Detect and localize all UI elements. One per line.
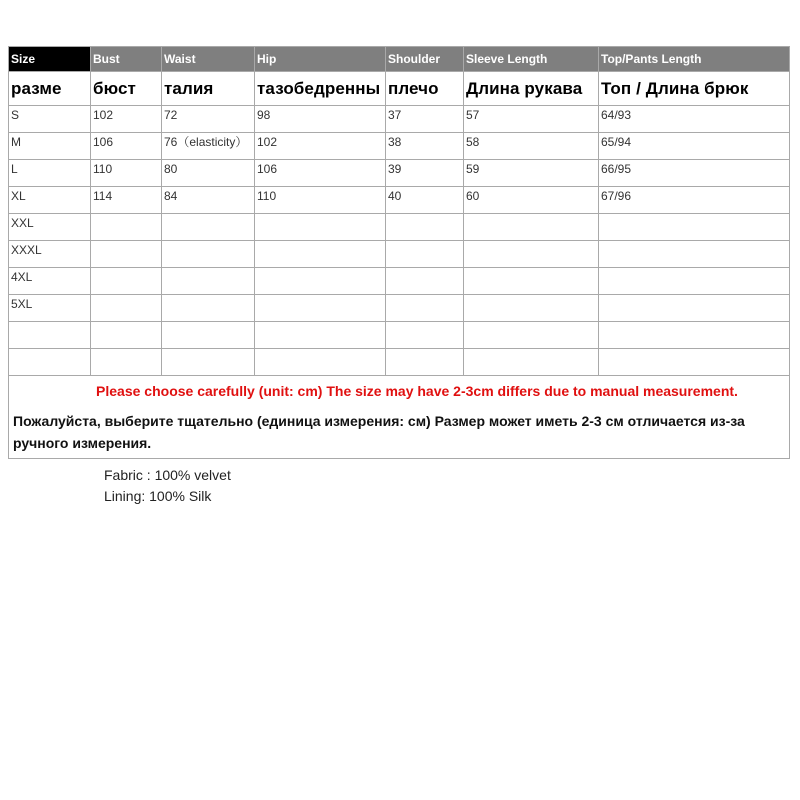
table-row (9, 160, 789, 187)
table-cell (255, 241, 386, 268)
table-cell: S (9, 106, 91, 133)
table-row (9, 322, 789, 349)
fabric-info (104, 465, 231, 507)
table-cell (386, 349, 464, 376)
table-cell (599, 268, 789, 295)
table-cell: 106 (91, 133, 162, 160)
ru-header-cell: разме (9, 72, 91, 106)
table-cell: 39 (386, 160, 464, 187)
header-cell-shoulder: Shoulder (386, 47, 464, 72)
table-cell (386, 295, 464, 322)
table-cell (9, 322, 91, 349)
header-cell-top-pants-length: Top/Pants Length (599, 47, 789, 72)
header-cell-hip: Hip (255, 47, 386, 72)
lining-line: Lining: 100% Silk (104, 488, 212, 504)
table-cell: XL (9, 187, 91, 214)
table-cell: 37 (386, 106, 464, 133)
table-row (9, 187, 789, 214)
table-cell (91, 322, 162, 349)
table-row (9, 268, 789, 295)
table-cell (386, 268, 464, 295)
table-cell: 102 (91, 106, 162, 133)
table-cell (464, 268, 599, 295)
measurement-note-ru: Пожалуйста, выберите тщательно (единица измерения: см) Размер может иметь 2-3 см отличается из-за ручного измерения. (13, 413, 745, 451)
table-cell: 65/94 (599, 133, 789, 160)
table-cell: 59 (464, 160, 599, 187)
table-row (9, 133, 789, 160)
ru-header-cell: бюст (91, 72, 162, 106)
table-cell (162, 241, 255, 268)
table-cell (386, 214, 464, 241)
table-cell: 102 (255, 133, 386, 160)
header-cell-waist: Waist (162, 47, 255, 72)
table-cell: L (9, 160, 91, 187)
table-cell (386, 322, 464, 349)
table-cell: 66/95 (599, 160, 789, 187)
table-cell: 98 (255, 106, 386, 133)
table-cell: 38 (386, 133, 464, 160)
table-row (9, 349, 789, 376)
table-row (9, 214, 789, 241)
table-cell: 106 (255, 160, 386, 187)
header-cell-bust: Bust (91, 47, 162, 72)
table-cell (162, 214, 255, 241)
table-cell: 110 (91, 160, 162, 187)
table-cell: 114 (91, 187, 162, 214)
fabric-line: Fabric : 100% velvet (104, 467, 231, 483)
table-cell (255, 268, 386, 295)
ru-header-cell: талия (162, 72, 255, 106)
table-cell (599, 349, 789, 376)
table-cell (162, 349, 255, 376)
size-chart-table (8, 46, 790, 459)
table-cell (464, 322, 599, 349)
table-cell (255, 214, 386, 241)
table-cell (255, 295, 386, 322)
header-row (9, 47, 789, 72)
table-row (9, 295, 789, 322)
table-cell (464, 241, 599, 268)
header-cell-sleeve-length: Sleeve Length (464, 47, 599, 72)
size-rows (9, 106, 789, 376)
table-cell (464, 295, 599, 322)
table-cell (386, 241, 464, 268)
table-cell: 84 (162, 187, 255, 214)
table-cell (91, 268, 162, 295)
table-cell: 80 (162, 160, 255, 187)
table-cell (162, 322, 255, 349)
ru-header-cell: тазобедренны (255, 72, 386, 106)
table-row (9, 241, 789, 268)
table-cell: XXXL (9, 241, 91, 268)
table-cell: 72 (162, 106, 255, 133)
table-cell: 60 (464, 187, 599, 214)
table-cell (91, 241, 162, 268)
table-cell (162, 295, 255, 322)
table-cell: 4XL (9, 268, 91, 295)
table-cell (91, 295, 162, 322)
table-cell: 110 (255, 187, 386, 214)
russian-header-row (9, 72, 789, 106)
table-cell: 58 (464, 133, 599, 160)
table-cell (162, 268, 255, 295)
measurement-note-en: Please choose carefully (unit: cm) The size may have 2-3cm differs due to manual measurement. (96, 383, 738, 399)
ru-header-cell: Топ / Длина брюк (599, 72, 789, 106)
table-cell (255, 349, 386, 376)
table-cell (464, 214, 599, 241)
table-cell (599, 241, 789, 268)
table-cell: 67/96 (599, 187, 789, 214)
table-cell (464, 349, 599, 376)
ru-header-cell: Длина рукава (464, 72, 599, 106)
table-row (9, 106, 789, 133)
table-cell: 76（elasticity） (162, 133, 255, 160)
ru-header-cell: плечо (386, 72, 464, 106)
table-cell (9, 349, 91, 376)
header-cell-size: Size (9, 47, 91, 72)
table-cell: XXL (9, 214, 91, 241)
table-cell (599, 295, 789, 322)
table-cell: 64/93 (599, 106, 789, 133)
table-cell: 57 (464, 106, 599, 133)
table-cell (255, 322, 386, 349)
table-cell (599, 322, 789, 349)
table-cell: 5XL (9, 295, 91, 322)
table-cell (91, 349, 162, 376)
table-cell (599, 214, 789, 241)
table-cell: M (9, 133, 91, 160)
table-cell (91, 214, 162, 241)
table-cell: 40 (386, 187, 464, 214)
